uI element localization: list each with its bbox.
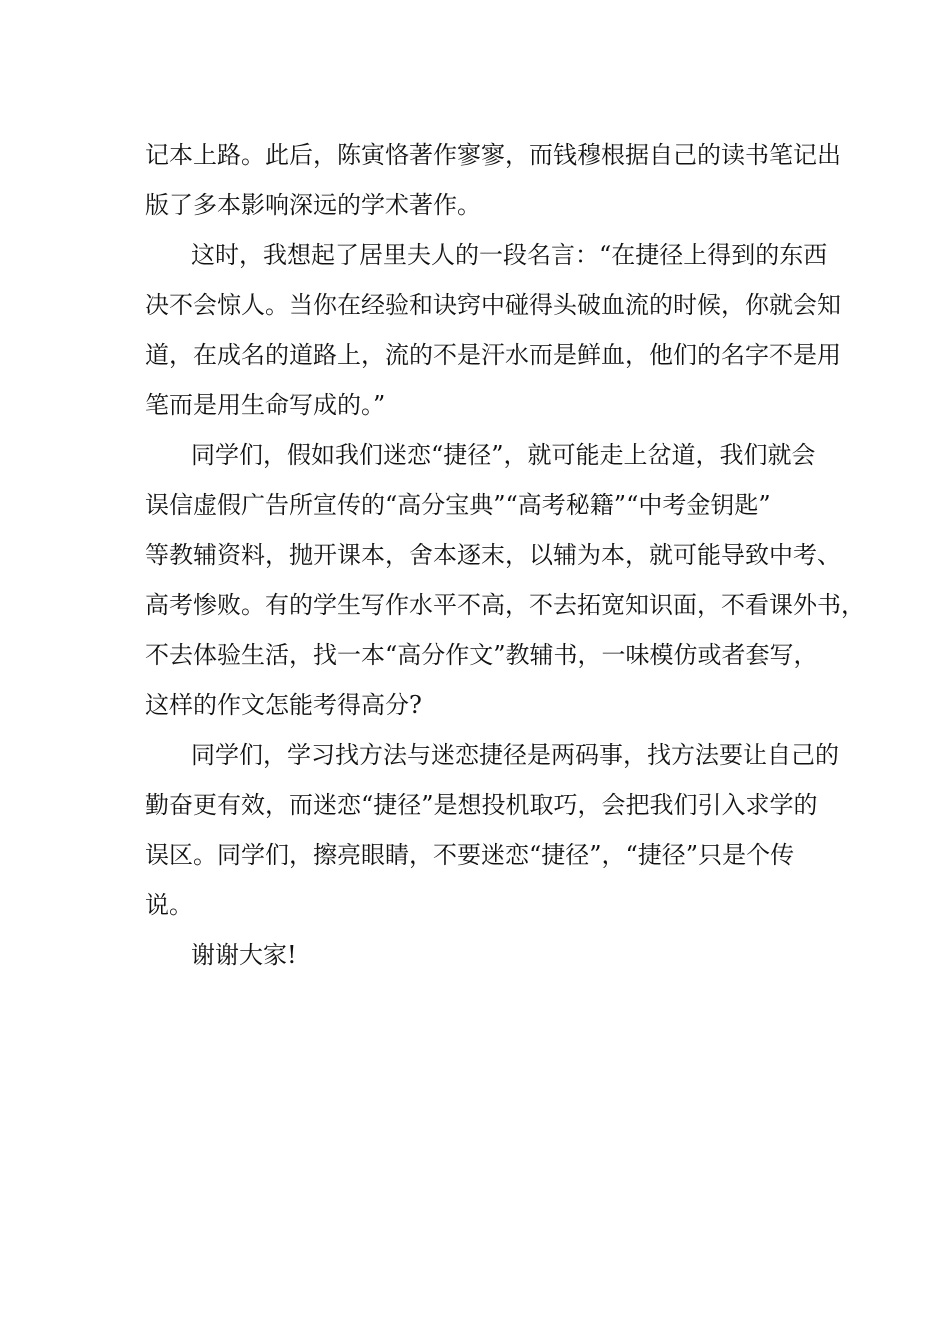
paragraph-1	[145, 130, 841, 230]
text-line: 决不会惊人。当你在经验和诀窍中碰得头破血流的时候，你就会知	[145, 291, 841, 319]
text-line: 误信虚假广告所宣传的“高分宝典”“高考秘籍”“中考金钥匙”	[145, 491, 771, 519]
text-line: 说。	[145, 891, 193, 919]
paragraph-4	[145, 730, 839, 930]
text-line: 高考惨败。有的学生写作水平不高，不去拓宽知识面，不看课外书，	[145, 591, 865, 619]
text-line: 同学们，学习找方法与迷恋捷径是两码事，找方法要让自己的	[191, 741, 839, 769]
paragraph-5	[145, 930, 825, 980]
text-line: 笔而是用生命写成的。”	[145, 391, 386, 419]
text-line: 勤奋更有效，而迷恋“捷径”是想投机取巧，会把我们引入求学的	[145, 791, 818, 819]
body-text	[145, 130, 865, 980]
text-line: 这样的作文怎能考得高分?	[145, 691, 422, 719]
text-line: 同学们，假如我们迷恋“捷径”，就可能走上岔道，我们就会	[191, 441, 816, 469]
text-line: 等教辅资料，抛开课本，舍本逐末，以辅为本，就可能导致中考、	[145, 541, 841, 569]
text-line: 这时，我想起了居里夫人的一段名言：“在捷径上得到的东西	[191, 241, 828, 269]
text-line: 不去体验生活，找一本“高分作文”教辅书，一味模仿或者套写，	[145, 641, 818, 669]
text-line: 记本上路。此后，陈寅恪著作寥寥，而钱穆根据自己的读书笔记出	[145, 141, 841, 169]
text-line: 道，在成名的道路上，流的不是汗水而是鲜血，他们的名字不是用	[145, 341, 841, 369]
paragraph-2	[145, 230, 841, 430]
text-line: 谢谢大家!	[191, 941, 297, 969]
text-line: 版了多本影响深远的学术著作。	[145, 191, 481, 219]
text-line: 误区。同学们，擦亮眼睛，不要迷恋“捷径”，“捷径”只是个传	[145, 841, 795, 869]
paragraph-3	[145, 430, 865, 730]
